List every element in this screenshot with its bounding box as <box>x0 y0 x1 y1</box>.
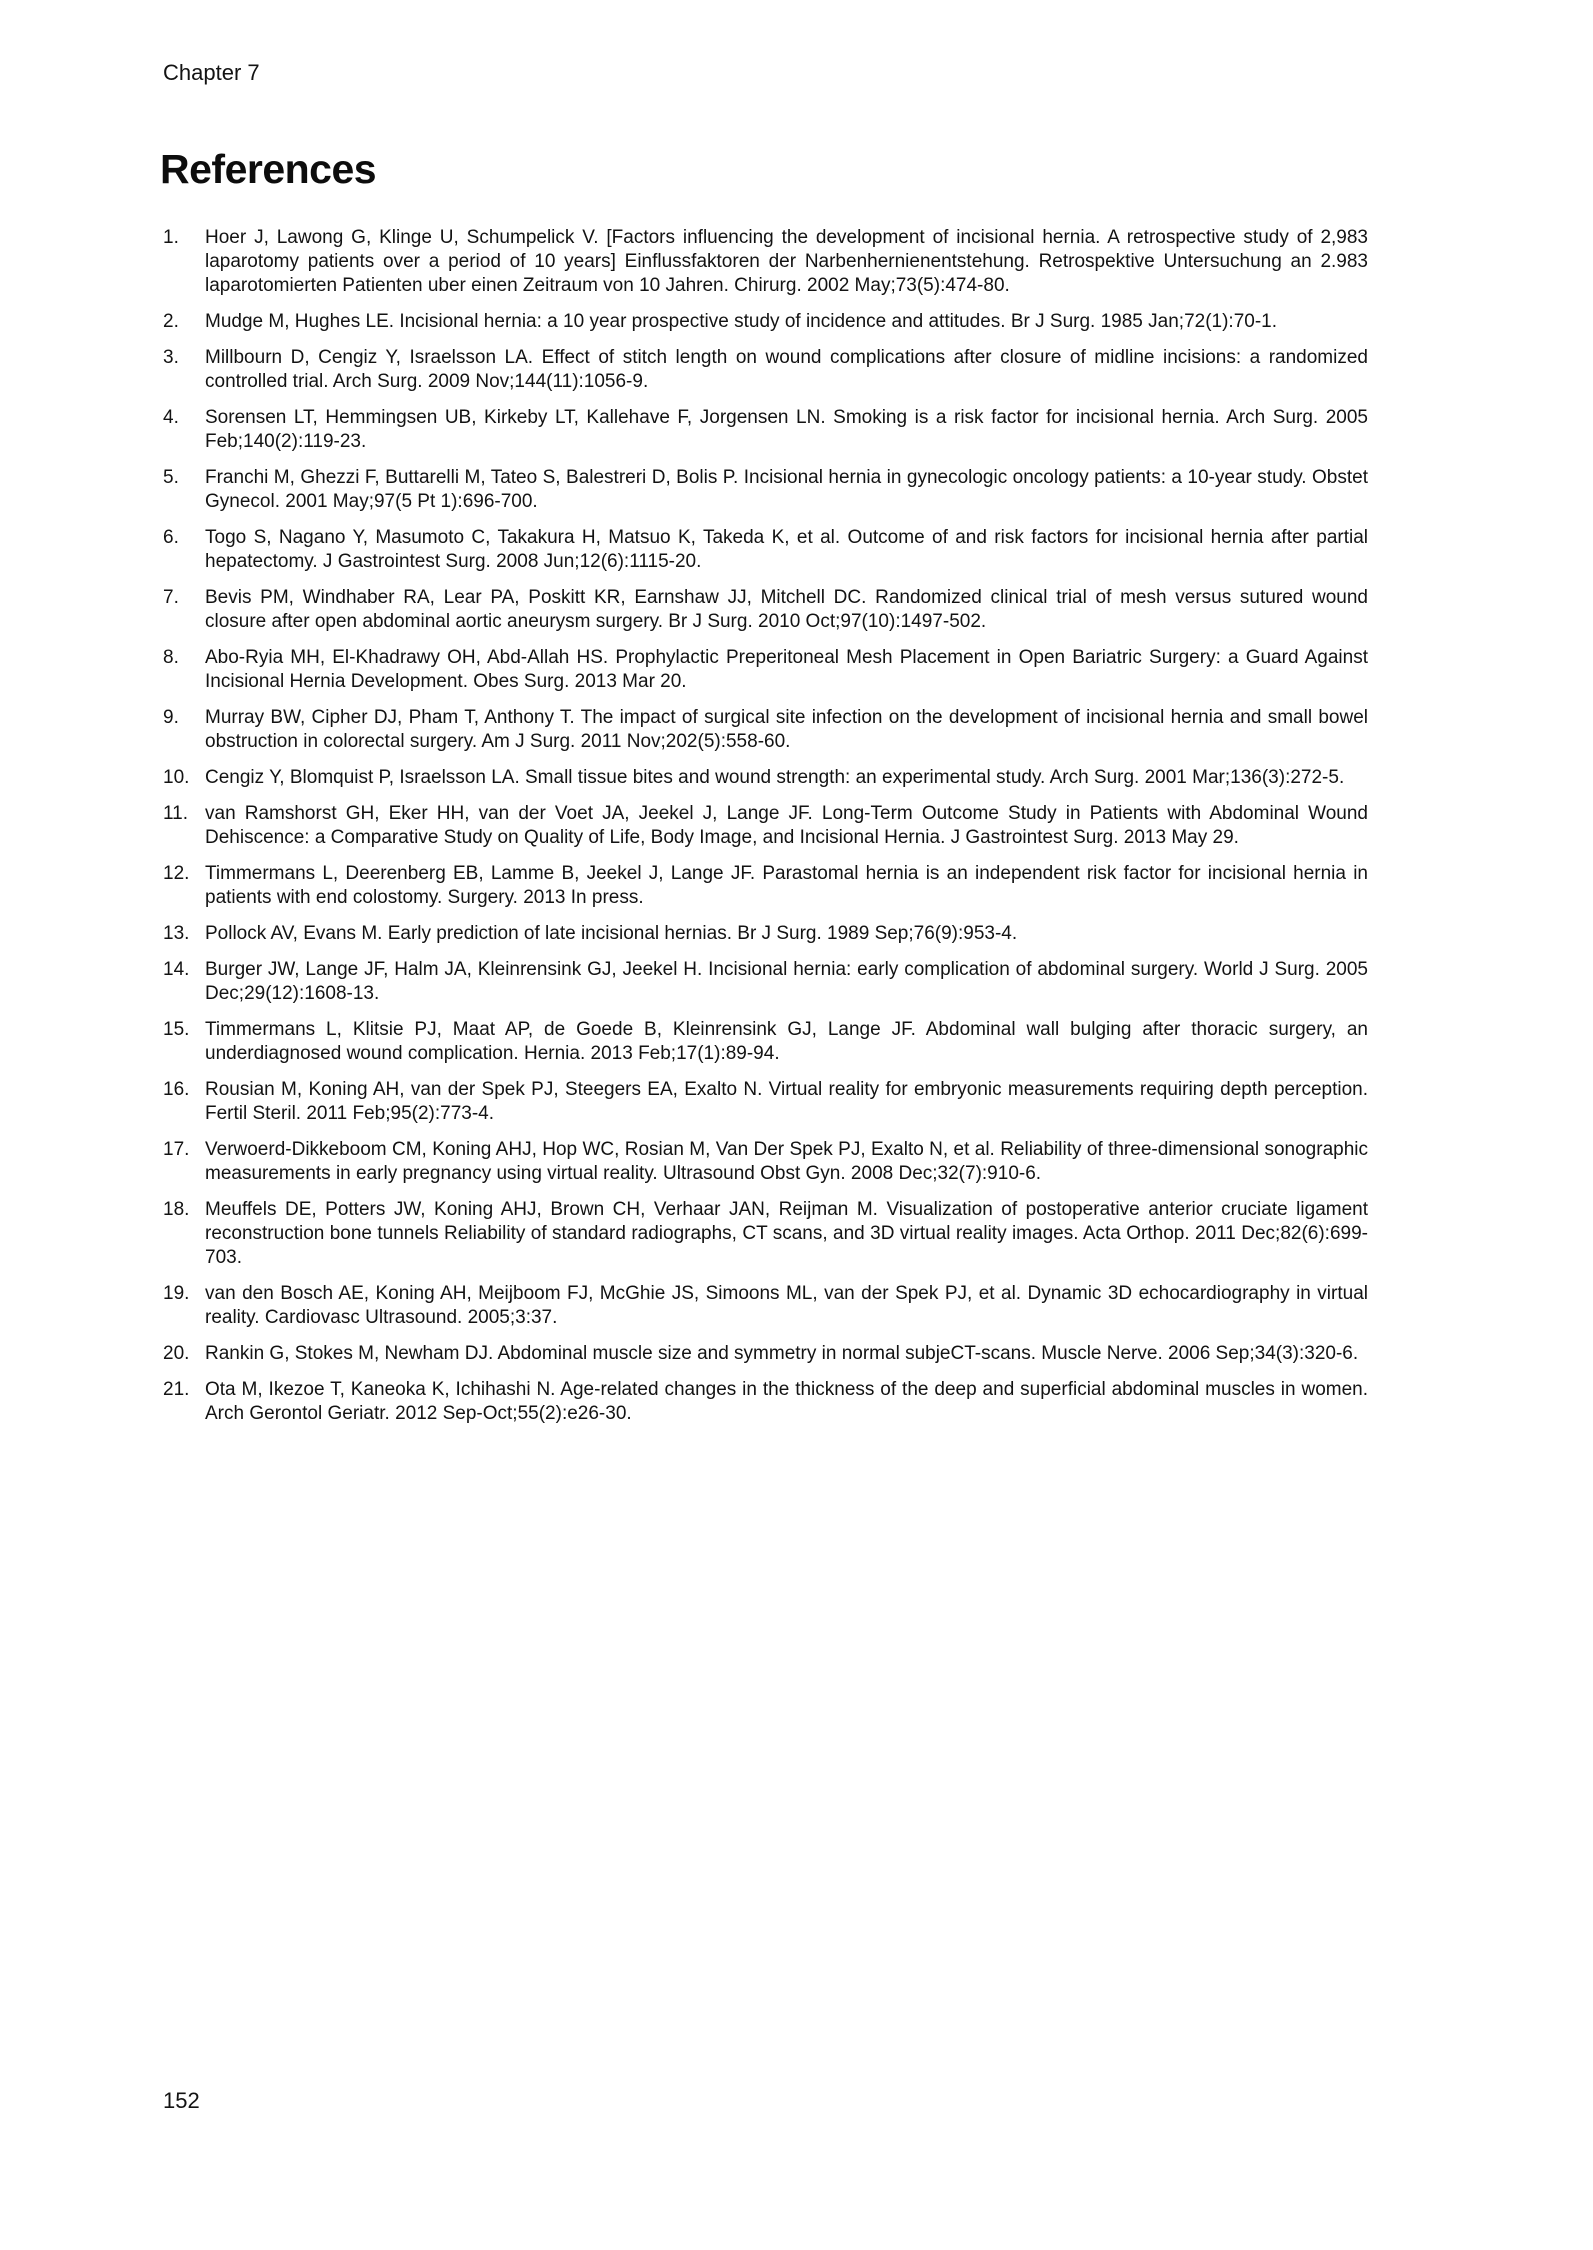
reference-text: Verwoerd-Dikkeboom CM, Koning AHJ, Hop WC, Rosian M, Van Der Spek PJ, Exalto N, et al. Reliability of three-dimensional sonographic measurements in early pregnancy using virtual reality. Ultrasound Obst Gyn. 2008 Dec;32(7):910-6. <box>205 1139 1368 1184</box>
reference-number: 9. <box>163 707 179 728</box>
reference-item <box>163 586 1368 634</box>
reference-number: 21. <box>163 1379 190 1400</box>
reference-text: Millbourn D, Cengiz Y, Israelsson LA. Effect of stitch length on wound complications after closure of midline incisions: a randomized controlled trial. Arch Surg. 2009 Nov;144(11):1056-9. <box>205 347 1368 392</box>
reference-item <box>163 922 1368 946</box>
reference-number: 16. <box>163 1079 190 1100</box>
reference-text: Burger JW, Lange JF, Halm JA, Kleinrensink GJ, Jeekel H. Incisional hernia: early complication of abdominal surgery. World J Surg. 2005 Dec;29(12):1608-13. <box>205 959 1368 1004</box>
reference-number: 15. <box>163 1019 190 1040</box>
reference-item <box>163 466 1368 514</box>
reference-number: 5. <box>163 467 179 488</box>
reference-item <box>163 226 1368 298</box>
reference-item <box>163 1078 1368 1126</box>
reference-text: Meuffels DE, Potters JW, Koning AHJ, Brown CH, Verhaar JAN, Reijman M. Visualization of postoperative anterior cruciate ligament reconstruction bone tunnels Reliability of standard radiographs, CT scans, and 3D virtual reality images. Acta Orthop. 2011 Dec;82(6):699-703. <box>205 1199 1368 1268</box>
page-title: References <box>160 146 377 192</box>
reference-item <box>163 310 1368 334</box>
reference-number: 7. <box>163 587 179 608</box>
page-number: 152 <box>163 2088 200 2113</box>
reference-number: 12. <box>163 863 190 884</box>
reference-item <box>163 802 1368 850</box>
reference-number: 8. <box>163 647 179 668</box>
reference-number: 18. <box>163 1199 190 1220</box>
reference-number: 1. <box>163 227 179 248</box>
reference-item <box>163 1018 1368 1066</box>
reference-text: Rankin G, Stokes M, Newham DJ. Abdominal muscle size and symmetry in normal subjeCT-scans. Muscle Nerve. 2006 Sep;34(3):320-6. <box>205 1343 1359 1364</box>
reference-item <box>163 706 1368 754</box>
reference-item <box>163 766 1368 790</box>
reference-number: 14. <box>163 959 190 980</box>
reference-text: Togo S, Nagano Y, Masumoto C, Takakura H, Matsuo K, Takeda K, et al. Outcome of and risk factors for incisional hernia after partial hepatectomy. J Gastrointest Surg. 2008 Jun;12(6):1115-20. <box>205 527 1368 572</box>
reference-text: Hoer J, Lawong G, Klinge U, Schumpelick V. [Factors influencing the development of incisional hernia. A retrospective study of 2,983 laparotomy patients over a period of 10 years] Einflussfaktoren der Narbenhernienentstehung. Retrospektive Untersuchung an 2.983 laparotomierten Patienten uber einen Zeitraum von 10 Jahren. Chirurg. 2002 May;73(5):474-80. <box>205 227 1368 296</box>
reference-text: Ota M, Ikezoe T, Kaneoka K, Ichihashi N. Age-related changes in the thickness of the deep and superficial abdominal muscles in women. Arch Gerontol Geriatr. 2012 Sep-Oct;55(2):e26-30. <box>205 1379 1368 1424</box>
reference-item <box>163 1378 1368 1426</box>
reference-text: Cengiz Y, Blomquist P, Israelsson LA. Small tissue bites and wound strength: an experimental study. Arch Surg. 2001 Mar;136(3):272-5. <box>205 767 1345 788</box>
reference-text: Bevis PM, Windhaber RA, Lear PA, Poskitt KR, Earnshaw JJ, Mitchell DC. Randomized clinical trial of mesh versus sutured wound closure after open abdominal aortic aneurysm surgery. Br J Surg. 2010 Oct;97(10):1497-502. <box>205 587 1368 632</box>
reference-item <box>163 406 1368 454</box>
reference-item <box>163 1138 1368 1186</box>
reference-item <box>163 862 1368 910</box>
reference-item <box>163 1198 1368 1270</box>
reference-number: 11. <box>163 803 189 824</box>
reference-item <box>163 526 1368 574</box>
reference-number: 2. <box>163 311 179 332</box>
reference-number: 4. <box>163 407 179 428</box>
reference-item <box>163 346 1368 394</box>
reference-number: 17. <box>163 1139 190 1160</box>
reference-item <box>163 1342 1368 1366</box>
reference-number: 13. <box>163 923 190 944</box>
reference-item <box>163 646 1368 694</box>
reference-text: van Ramshorst GH, Eker HH, van der Voet JA, Jeekel J, Lange JF. Long-Term Outcome Study in Patients with Abdominal Wound Dehiscence: a Comparative Study on Quality of Life, Body Image, and Incisional Hernia. J Gastrointest Surg. 2013 May 29. <box>205 803 1368 848</box>
reference-text: Sorensen LT, Hemmingsen UB, Kirkeby LT, Kallehave F, Jorgensen LN. Smoking is a risk factor for incisional hernia. Arch Surg. 2005 Feb;140(2):119-23. <box>205 407 1368 452</box>
reference-text: Abo-Ryia MH, El-Khadrawy OH, Abd-Allah HS. Prophylactic Preperitoneal Mesh Placement in Open Bariatric Surgery: a Guard Against Incisional Hernia Development. Obes Surg. 2013 Mar 20. <box>205 647 1368 692</box>
reference-number: 3. <box>163 347 179 368</box>
reference-text: van den Bosch AE, Koning AH, Meijboom FJ, McGhie JS, Simoons ML, van der Spek PJ, et al. Dynamic 3D echocardiography in virtual reality. Cardiovasc Ultrasound. 2005;3:37. <box>205 1283 1368 1328</box>
reference-number: 6. <box>163 527 179 548</box>
reference-number: 19. <box>163 1283 190 1304</box>
reference-number: 10. <box>163 767 190 788</box>
reference-text: Pollock AV, Evans M. Early prediction of late incisional hernias. Br J Surg. 1989 Sep;76(9):953-4. <box>205 923 1018 944</box>
reference-item <box>163 1282 1368 1330</box>
reference-number: 20. <box>163 1343 190 1364</box>
reference-item <box>163 958 1368 1006</box>
reference-text: Mudge M, Hughes LE. Incisional hernia: a 10 year prospective study of incidence and attitudes. Br J Surg. 1985 Jan;72(1):70-1. <box>205 311 1278 332</box>
reference-text: Timmermans L, Deerenberg EB, Lamme B, Jeekel J, Lange JF. Parastomal hernia is an independent risk factor for incisional hernia in patients with end colostomy. Surgery. 2013 In press. <box>205 863 1368 908</box>
reference-text: Franchi M, Ghezzi F, Buttarelli M, Tateo S, Balestreri D, Bolis P. Incisional hernia in gynecologic oncology patients: a 10-year study. Obstet Gynecol. 2001 May;97(5 Pt 1):696-700. <box>205 467 1368 512</box>
reference-text: Timmermans L, Klitsie PJ, Maat AP, de Goede B, Kleinrensink GJ, Lange JF. Abdominal wall bulging after thoracic surgery, an underdiagnosed wound complication. Hernia. 2013 Feb;17(1):89-94. <box>205 1019 1368 1064</box>
reference-list <box>163 226 1368 1438</box>
reference-text: Murray BW, Cipher DJ, Pham T, Anthony T. The impact of surgical site infection on the development of incisional hernia and small bowel obstruction in colorectal surgery. Am J Surg. 2011 Nov;202(5):558-60. <box>205 707 1368 752</box>
chapter-header: Chapter 7 <box>163 60 260 85</box>
reference-text: Rousian M, Koning AH, van der Spek PJ, Steegers EA, Exalto N. Virtual reality for embryonic measurements requiring depth perception. Fertil Steril. 2011 Feb;95(2):773-4. <box>205 1079 1368 1124</box>
